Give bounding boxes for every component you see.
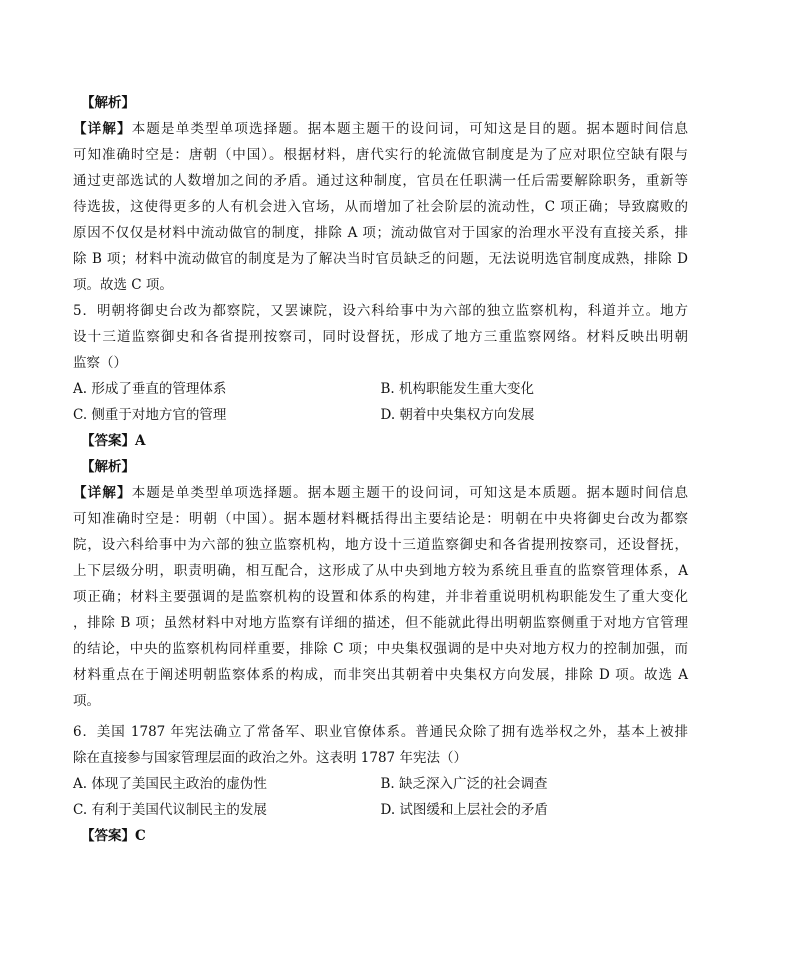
q5-analysis-heading xyxy=(73,454,688,480)
q6-option-c[interactable]: C. 有利于美国代议制民主的发展 xyxy=(73,802,267,818)
q5-stem-line-2: 设十三道监察御史和各省提刑按察司，同时设督抚，形成了地方三重监察网络。材料反映出明朝 xyxy=(73,329,688,345)
q5-stem-line-1: 5．明朝将御史台改为都察院，又罢谏院，设六科给事中为六部的独立监察机构，科道并立。地方 xyxy=(73,303,688,319)
q5-detail-line-5: 项正确；材料主要强调的是监察机构的设置和体系的构建，并非着重说明机构职能发生了重大变化 xyxy=(73,589,688,605)
answer-label: 【答案】 xyxy=(81,828,135,844)
q6-option-d[interactable]: D. 试图缓和上层社会的矛盾 xyxy=(380,802,548,818)
q5-detail-line-1: 【详解】本题是单类型单项选择题。据本题主题干的设问词，可知这是本质题。据本题时间信息 xyxy=(73,485,689,501)
q5-option-d[interactable]: D. 朝着中央集权方向发展 xyxy=(380,407,535,423)
q5-detail-line-9: 项。 xyxy=(73,693,100,709)
q6-stem-line-2: 除在直接参与国家管理层面的政治之外。这表明 1787 年宪法（） xyxy=(73,750,467,766)
q6-stem-line-1: 6．美国 1787 年宪法确立了常备军、职业官僚体系。普通民众除了拥有选举权之外，基本上被排 xyxy=(73,724,688,740)
q6-option-a[interactable]: A. 体现了美国民主政治的虚伪性 xyxy=(73,776,267,792)
q5-options-row-2 xyxy=(73,402,688,428)
detail-label: 【详解】 xyxy=(73,485,132,501)
analysis-label: 【解析】 xyxy=(81,459,135,475)
q4-detail-line-6: 除 B 项；材料中流动做官的制度是为了解决当时官员缺乏的问题，无法说明选官制度成熟，排除 D xyxy=(73,251,688,267)
analysis-label: 【解析】 xyxy=(81,95,135,111)
q4-analysis-heading xyxy=(73,90,688,116)
q4-detail-line-7: 项。故选 C 项。 xyxy=(73,277,173,293)
q6-options-row-1 xyxy=(73,771,688,797)
q5-answer xyxy=(73,428,688,454)
detail-label: 【详解】 xyxy=(73,121,132,137)
q5-detail-line-8: 材料重点在于阐述明朝监察体系的构成，而非突出其朝着中央集权方向发展，排除 D 项。故选 A xyxy=(73,667,688,683)
q4-detail-line-3: 通过吏部选试的人数增加之间的矛盾。通过这种制度，官员在任职满一任后需要解除职务，重新等 xyxy=(73,173,688,189)
answer-value: A xyxy=(135,433,146,449)
q5-option-c[interactable]: C. 侧重于对地方官的管理 xyxy=(73,407,227,423)
q4-detail-line-5: 原因不仅仅是材料中流动做官的制度，排除 A 项；流动做官对于国家的治理水平没有直接关系，排 xyxy=(73,225,688,241)
q5-detail-line-2: 可知准确时空是：明朝（中国）。据本题材料概括得出主要结论是：明朝在中央将御史台改为都察 xyxy=(73,511,688,527)
q5-detail-line-3: 院，设六科给事中为六部的独立监察机构，地方设十三道监察御史和各省提刑按察司，还设督抚， xyxy=(73,537,688,553)
answer-value: C xyxy=(135,828,146,844)
answer-label: 【答案】 xyxy=(81,433,135,449)
q6-option-b[interactable]: B. 缺乏深入广泛的社会调查 xyxy=(380,776,548,792)
q4-detail-line-4: 待选拔，这使得更多的人有机会进入官场，从而增加了社会阶层的流动性，C 项正确；导致腐败的 xyxy=(73,199,688,215)
q5-options-row-1 xyxy=(73,376,688,402)
document-body xyxy=(73,90,688,849)
q5-detail-line-6: ，排除 B 项；虽然材料中对地方监察有详细的描述，但不能就此得出明朝监察侧重于对地方官管理 xyxy=(73,615,688,631)
q6-options-row-2 xyxy=(73,797,688,823)
q5-option-a[interactable]: A. 形成了垂直的管理体系 xyxy=(73,381,227,397)
q5-detail-line-7: 的结论，中央的监察机构同样重要，排除 C 项；中央集权强调的是中央对地方权力的控制加强，而 xyxy=(73,641,688,657)
q4-detail-line-1: 【详解】本题是单类型单项选择题。据本题主题干的设问词，可知这是目的题。据本题时间信息 xyxy=(73,121,689,137)
q5-detail-line-4: 上下层级分明，职责明确，相互配合，这形成了从中央到地方较为系统且垂直的监察管理体系，A xyxy=(73,563,688,579)
q5-stem-line-3: 监察（） xyxy=(73,355,127,371)
q5-option-b[interactable]: B. 机构职能发生重大变化 xyxy=(380,381,535,397)
q4-detail-line-2: 可知准确时空是：唐朝（中国）。根据材料，唐代实行的轮流做官制度是为了应对职位空缺有限与 xyxy=(73,147,688,163)
q6-answer xyxy=(73,823,688,849)
